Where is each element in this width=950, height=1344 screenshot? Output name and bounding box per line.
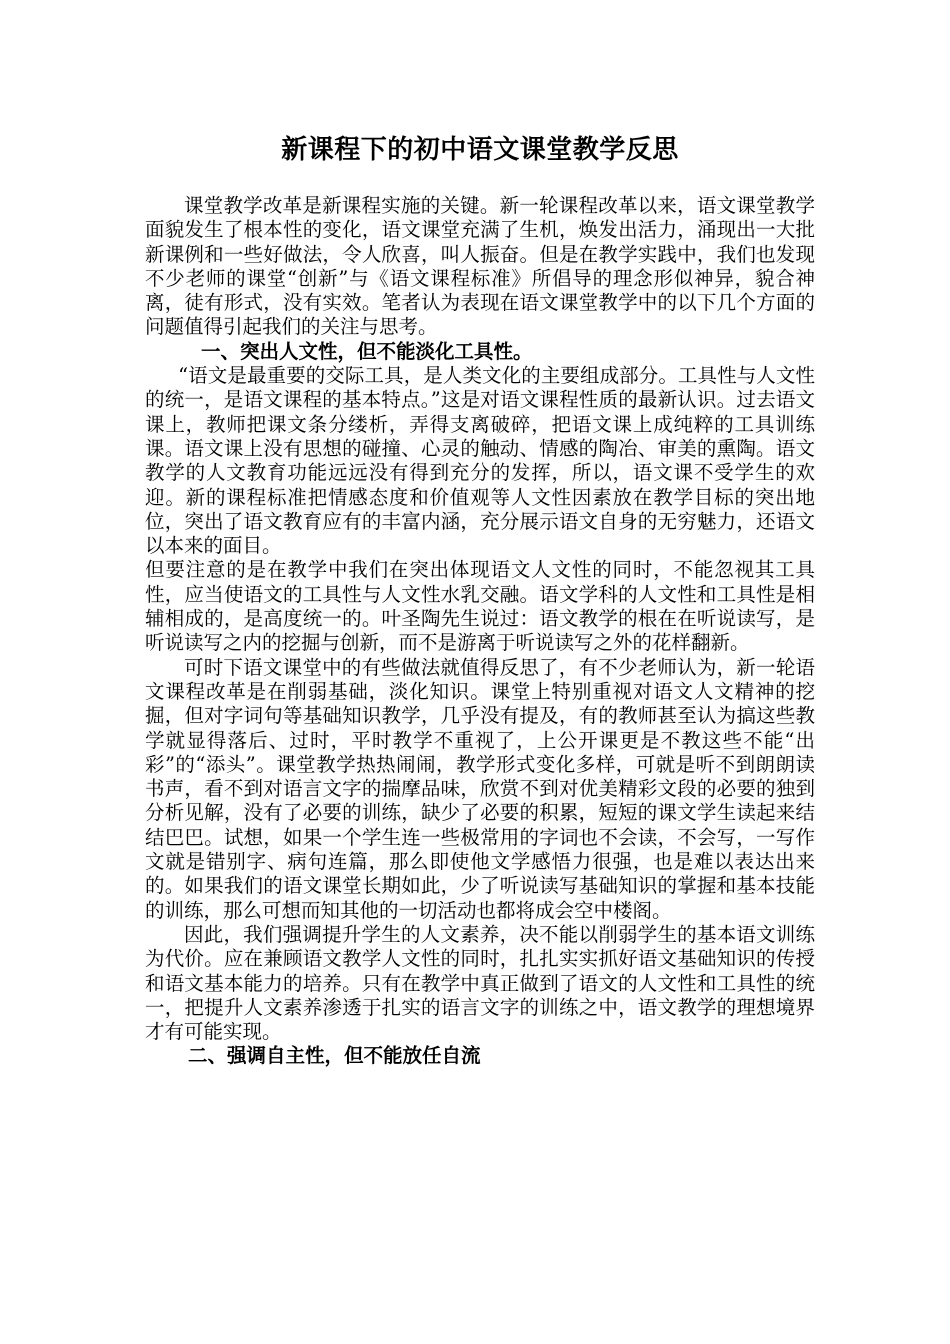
section-heading-1: 一、突出人文性，但不能淡化工具性。 xyxy=(201,339,533,363)
document-body xyxy=(145,130,815,1069)
section-1-paragraph-2: 但要注意的是在教学中我们在突出体现语文人文性的同时，不能忽视其工具性，应当使语文的工具性与人文性水乳交融。语文学科的人文性和工具性是相辅相成的，是高度统一的。叶圣陶先生说过：语文教学的根在在听说读写，是听说读写之内的挖掘与创新，而不是游离于听说读写之外的花样翻新。 xyxy=(145,558,815,655)
section-1-paragraph-3: 可时下语文课堂中的有些做法就值得反思了，有不少老师认为，新一轮语文课程改革是在削弱基础，淡化知识。课堂上特别重视对语文人文精神的挖掘，但对字词句等基础知识教学，几乎没有提及，有的教师甚至认为搞这些教学就显得落后、过时，平时教学不重视了，上公开课更是不教这些不能“出彩”的“添头”。课堂教学热热闹闹，教学形式变化多样，可就是听不到朗朗读书声，看不到对语言文字的揣摩品味，欣赏不到对优美精彩文段的必要的独到分析见解，没有了必要的训练，缺少了必要的积累，短短的课文学生读起来结结巴巴。试想，如果一个学生连一些极常用的字词也不会读，不会写，一写作文就是错别字、病句连篇，那么即使他文学感悟力很强，也是难以表达出来的。如果我们的语文课堂长期如此，少了听说读写基础知识的掌握和基本技能的训练，那么可想而知其他的一切活动也都将成会空中楼阁。 xyxy=(145,655,815,922)
document-title: 新课程下的初中语文课堂教学反思 xyxy=(281,135,679,165)
section-1-paragraph-4: 因此，我们强调提升学生的人文素养，决不能以削弱学生的基本语文训练为代价。应在兼顾语文教学人文性的同时，扎扎实实抓好语文基础知识的传授和语文基本能力的培养。只有在教学中真正做到了语文的人文性和工具性的统一，把提升人文素养渗透于扎实的语言文字的训练之中，语文教学的理想境界才有可能实现。 xyxy=(145,922,815,1044)
intro-paragraph: 课堂教学改革是新课程实施的关键。新一轮课程改革以来，语文课堂教学面貌发生了根本性的变化，语文课堂充满了生机，焕发出活力，涌现出一大批新课例和一些好做法，令人欣喜，叫人振奋。但是在教学实践中，我们也发现不少老师的课堂“创新”与《语文课程标准》所倡导的理念形似神异，貌合神离，徒有形式，没有实效。笔者认为表现在语文课堂教学中的以下几个方面的问题值得引起我们的关注与思考。 xyxy=(145,194,815,339)
section-heading-2: 二、强调自主性，但不能放任自流 xyxy=(188,1044,481,1068)
section-1-paragraph-1: “语文是最重要的交际工具，是人类文化的主要组成部分。工具性与人文性的统一，是语文课程的基本特点。”这是对语文课程性质的最新认识。过去语文课上，教师把课文条分缕析，弄得支离破碎，把语文课上成纯粹的工具训练课。语文课上没有思想的碰撞、心灵的触动、情感的陶冶、审美的熏陶。语文教学的人文教育功能远远没有得到充分的发挥，所以，语文课不受学生的欢迎。新的课程标准把情感态度和价值观等人文性因素放在教学目标的突出地位，突出了语文教育应有的丰富内涵，充分展示语文自身的无穷魅力，还语文以本来的面目。 xyxy=(145,364,815,558)
